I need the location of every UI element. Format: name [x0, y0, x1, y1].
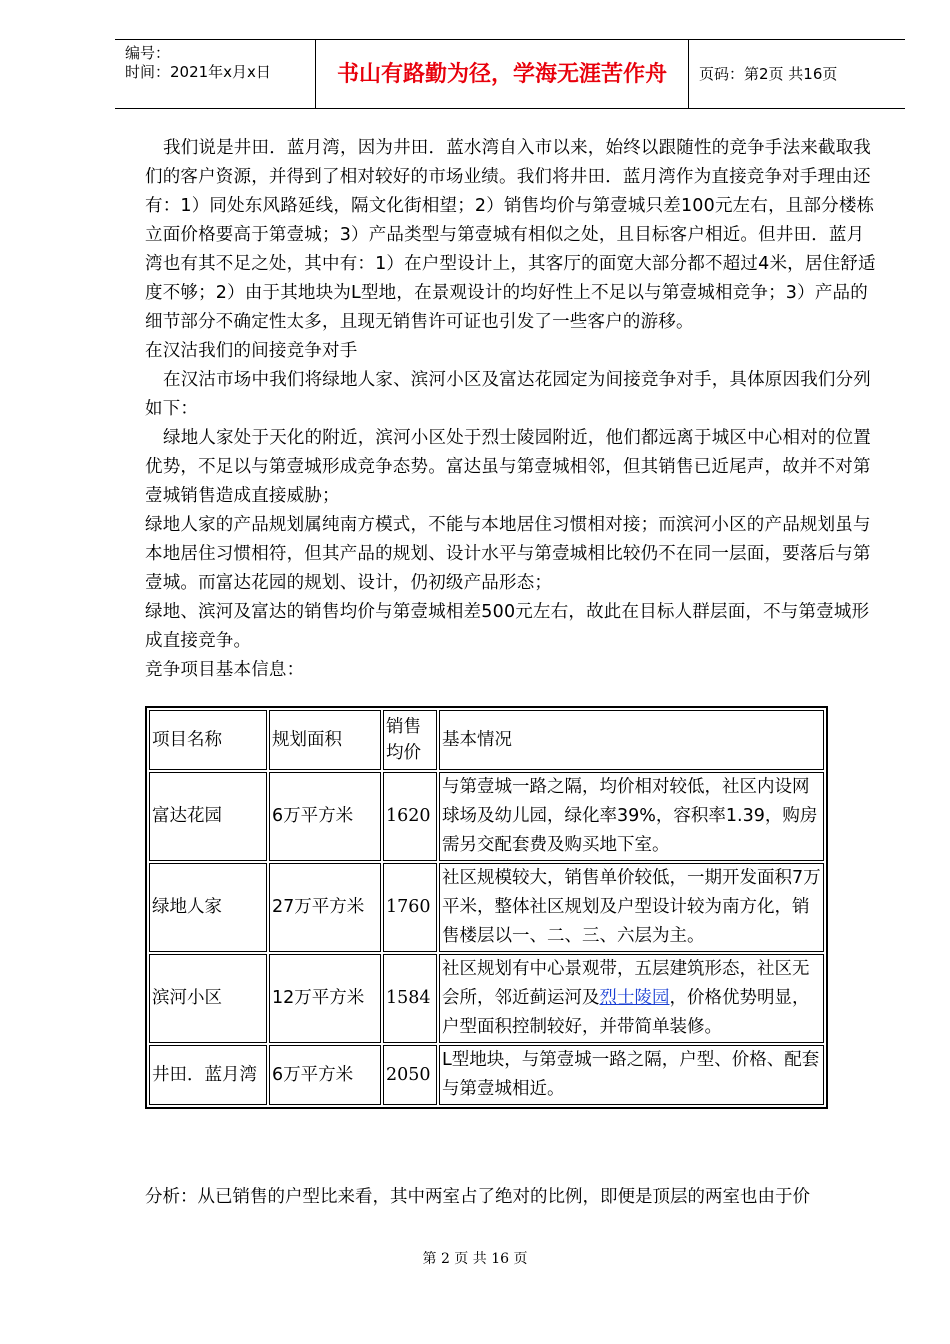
analysis-paragraph: 分析：从已销售的户型比来看，其中两室占了绝对的比例，即便是顶层的两室也由于价 [145, 1187, 810, 1207]
project-name: 富达花园 [149, 772, 267, 861]
document-body [145, 134, 877, 685]
competitor-table [145, 706, 828, 1109]
doc-code-label: 编号： [125, 44, 171, 62]
project-price: 1620 [383, 772, 437, 861]
table-row [149, 954, 824, 1043]
paragraph-direct-competitor: 我们说是井田．蓝月湾，因为井田．蓝水湾自入市以来，始终以跟随性的竞争手法来截取我们的客户资源，并得到了相对较好的市场业绩。我们将井田．蓝月湾作为直接竞争对手理由还有：1）同处东风路延线，隔文化街相望；2）销售均价与第壹城只差100元左右，且部分楼栋立面价格要高于第壹城；3）产品类型与第壹城有相似之处，且目标客户相近。但井田．蓝月湾也有其不足之处，其中有：1）在户型设计上，其客厅的面宽大部分都不超过4米，居住舒适度不够；2）由于其地块为L型地，在景观设计的均好性上不足以与第壹城相竞争；3）产品的细节部分不确定性太多，且现无销售许可证也引发了一些客户的游移。 [145, 138, 876, 332]
header-cell-desc: 基本情况 [439, 710, 824, 770]
project-name: 井田．蓝月湾 [149, 1045, 267, 1105]
project-area: 6万平方米 [269, 1045, 381, 1105]
project-desc-text: 社区规划有中心景观带，五层建筑形态，社区无会所，邻近蓟运河及 [442, 959, 810, 1008]
project-desc: 社区规模较大，销售单价较低，一期开发面积7万平米，整体社区规划及户型设计较为南方化，销售楼层以一、二、三、六层为主。 [439, 863, 824, 952]
table-row [149, 772, 824, 861]
header-meta [125, 44, 271, 82]
table-row [149, 1045, 824, 1105]
paragraph-price-reason: 绿地、滨河及富达的销售均价与第壹城相差500元左右，故此在目标人群层面，不与第壹城形成直接竞争。 [145, 602, 870, 651]
project-area: 6万平方米 [269, 772, 381, 861]
table-row [149, 863, 824, 952]
paragraph-product-reason: 绿地人家的产品规划属纯南方模式，不能与本地居住习惯相对接；而滨河小区的产品规划虽与本地居住习惯相符，但其产品的规划、设计水平与第壹城相比较仍不在同一层面，要落后与第壹城。而富达花园的规划、设计，仍初级产品形态； [145, 515, 871, 593]
paragraph-location-reason: 绿地人家处于天化的附近，滨河小区处于烈士陵园附近，他们都远离于城区中心相对的位置优势，不足以与第壹城形成竞争态势。富达虽与第壹城相邻，但其销售已近尾声，故并不对第壹城销售造成直接威胁； [145, 428, 871, 506]
page-header [115, 39, 905, 109]
doc-time-label: 时间：2021年x月x日 [125, 63, 271, 81]
project-desc [439, 954, 824, 1043]
paragraph-indirect-intro: 在汉沽市场中我们将绿地人家、滨河小区及富达花园定为间接竞争对手，具体原因我们分列如下： [145, 370, 871, 419]
project-desc: 与第壹城一路之隔，均价相对较低，社区内设网球场及幼儿园，绿化率39%，容积率1.39，购房需另交配套费及购买地下室。 [439, 772, 824, 861]
project-desc-text: ，价格优势明显，户型面积控制较好，并带简单装修。 [442, 988, 810, 1037]
header-cell-area: 规划面积 [269, 710, 381, 770]
project-name: 滨河小区 [149, 954, 267, 1043]
table-header-row [149, 710, 824, 770]
header-cell-price: 销售均价 [383, 710, 437, 770]
project-area: 27万平方米 [269, 863, 381, 952]
project-price: 1584 [383, 954, 437, 1043]
project-area: 12万平方米 [269, 954, 381, 1043]
project-name: 绿地人家 [149, 863, 267, 952]
table-caption: 竞争项目基本信息： [145, 660, 305, 680]
project-price: 2050 [383, 1045, 437, 1105]
project-price: 1760 [383, 863, 437, 952]
project-desc: L型地块，与第壹城一路之隔，户型、价格、配套与第壹城相近。 [439, 1045, 824, 1105]
header-page-number: 页码：第2页 共16页 [699, 65, 838, 83]
martyrs-cemetery-link[interactable]: 烈士陵园 [599, 988, 670, 1008]
section-heading-indirect-competitors: 在汉沽我们的间接竞争对手 [145, 341, 358, 361]
page-footer: 第 2 页 共 16 页 [422, 1251, 528, 1267]
header-divider [688, 40, 689, 108]
header-cell-name: 项目名称 [149, 710, 267, 770]
header-motto: 书山有路勤为径，学海无涯苦作舟 [336, 61, 667, 87]
